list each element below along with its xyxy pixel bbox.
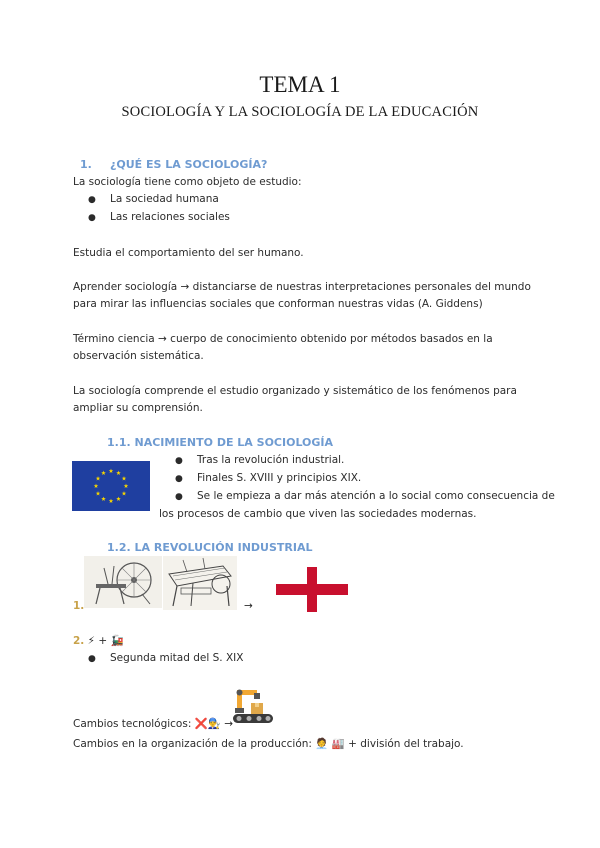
paragraph: La sociología comprende el estudio organizado y sistemático de los fenómenos para — [73, 385, 517, 397]
bullet-icon: ● — [88, 195, 96, 205]
list-item: ● Se le empieza a dar más atención a lo social como consecuencia de — [175, 490, 555, 502]
bullet-icon: ● — [88, 654, 96, 664]
list-item: ● Las relaciones sociales — [88, 211, 230, 223]
england-flag-image — [276, 567, 348, 612]
eu-flag-background — [72, 461, 150, 511]
spinning-wheel-image — [84, 556, 162, 608]
subsection-heading-1-2: 1.2. LA REVOLUCIÓN INDUSTRIAL — [107, 541, 313, 554]
paragraph: Estudia el comportamiento del ser humano. — [73, 247, 304, 259]
paragraph: para mirar las influencias sociales que conforman nuestras vidas (A. Giddens) — [73, 298, 483, 310]
document-subtitle: SOCIOLOGÍA Y LA SOCIOLOGÍA DE LA EDUCACIÓN — [121, 104, 479, 120]
tech-changes-line — [73, 717, 233, 730]
paragraph: Término ciencia → cuerpo de conocimiento obtenido por métodos basados en la — [73, 333, 493, 345]
section-heading-1 — [80, 158, 267, 171]
list-item-2 — [73, 634, 124, 647]
list-number: 1. — [73, 600, 85, 612]
org-changes-line — [73, 737, 464, 750]
no-worker-icons: ❌👨‍🔧 → — [194, 718, 234, 730]
eu-flag-image — [72, 461, 150, 511]
bullet-icon: ● — [175, 492, 183, 502]
list-item: ● Finales S. XVIII y principios XIX. — [175, 472, 362, 484]
bullet-icon: ● — [175, 474, 183, 484]
list-item: ● La sociedad humana — [88, 193, 219, 205]
robot-conveyor-icon — [231, 686, 275, 726]
worker-factory-icons: 🧑‍💼 🏭 + división del trabajo. — [315, 738, 464, 750]
arrow: → — [244, 600, 253, 612]
list-continuation: los procesos de cambio que viven las sociedades modernas. — [159, 508, 477, 520]
intro-text: La sociología tiene como objeto de estudio: — [73, 176, 302, 188]
list-number: 2. — [73, 635, 85, 647]
subsection-heading-1-1: 1.1. NACIMIENTO DE LA SOCIOLOGÍA — [107, 436, 334, 449]
paragraph: Aprender sociología → distanciarse de nuestras interpretaciones personales del mundo — [73, 281, 531, 293]
spinning-jenny-image — [163, 556, 237, 610]
list-item: ● Tras la revolución industrial. — [175, 454, 345, 466]
tech-changes-label: Cambios tecnológicos: — [73, 718, 192, 730]
section-number: 1. — [80, 158, 92, 171]
bullet-icon: ● — [88, 213, 96, 223]
paragraph: ampliar su comprensión. — [73, 402, 203, 414]
energy-train-icons: ⚡ + 🚂 — [87, 635, 124, 647]
section-title: ¿QUÉ ES LA SOCIOLOGÍA? — [110, 158, 268, 171]
org-changes-label: Cambios en la organización de la producción: — [73, 738, 312, 750]
document-title: TEMA 1 — [259, 72, 341, 97]
list-item: ● Segunda mitad del S. XIX — [88, 652, 244, 664]
paragraph: observación sistemática. — [73, 350, 204, 362]
bullet-icon: ● — [175, 456, 183, 466]
